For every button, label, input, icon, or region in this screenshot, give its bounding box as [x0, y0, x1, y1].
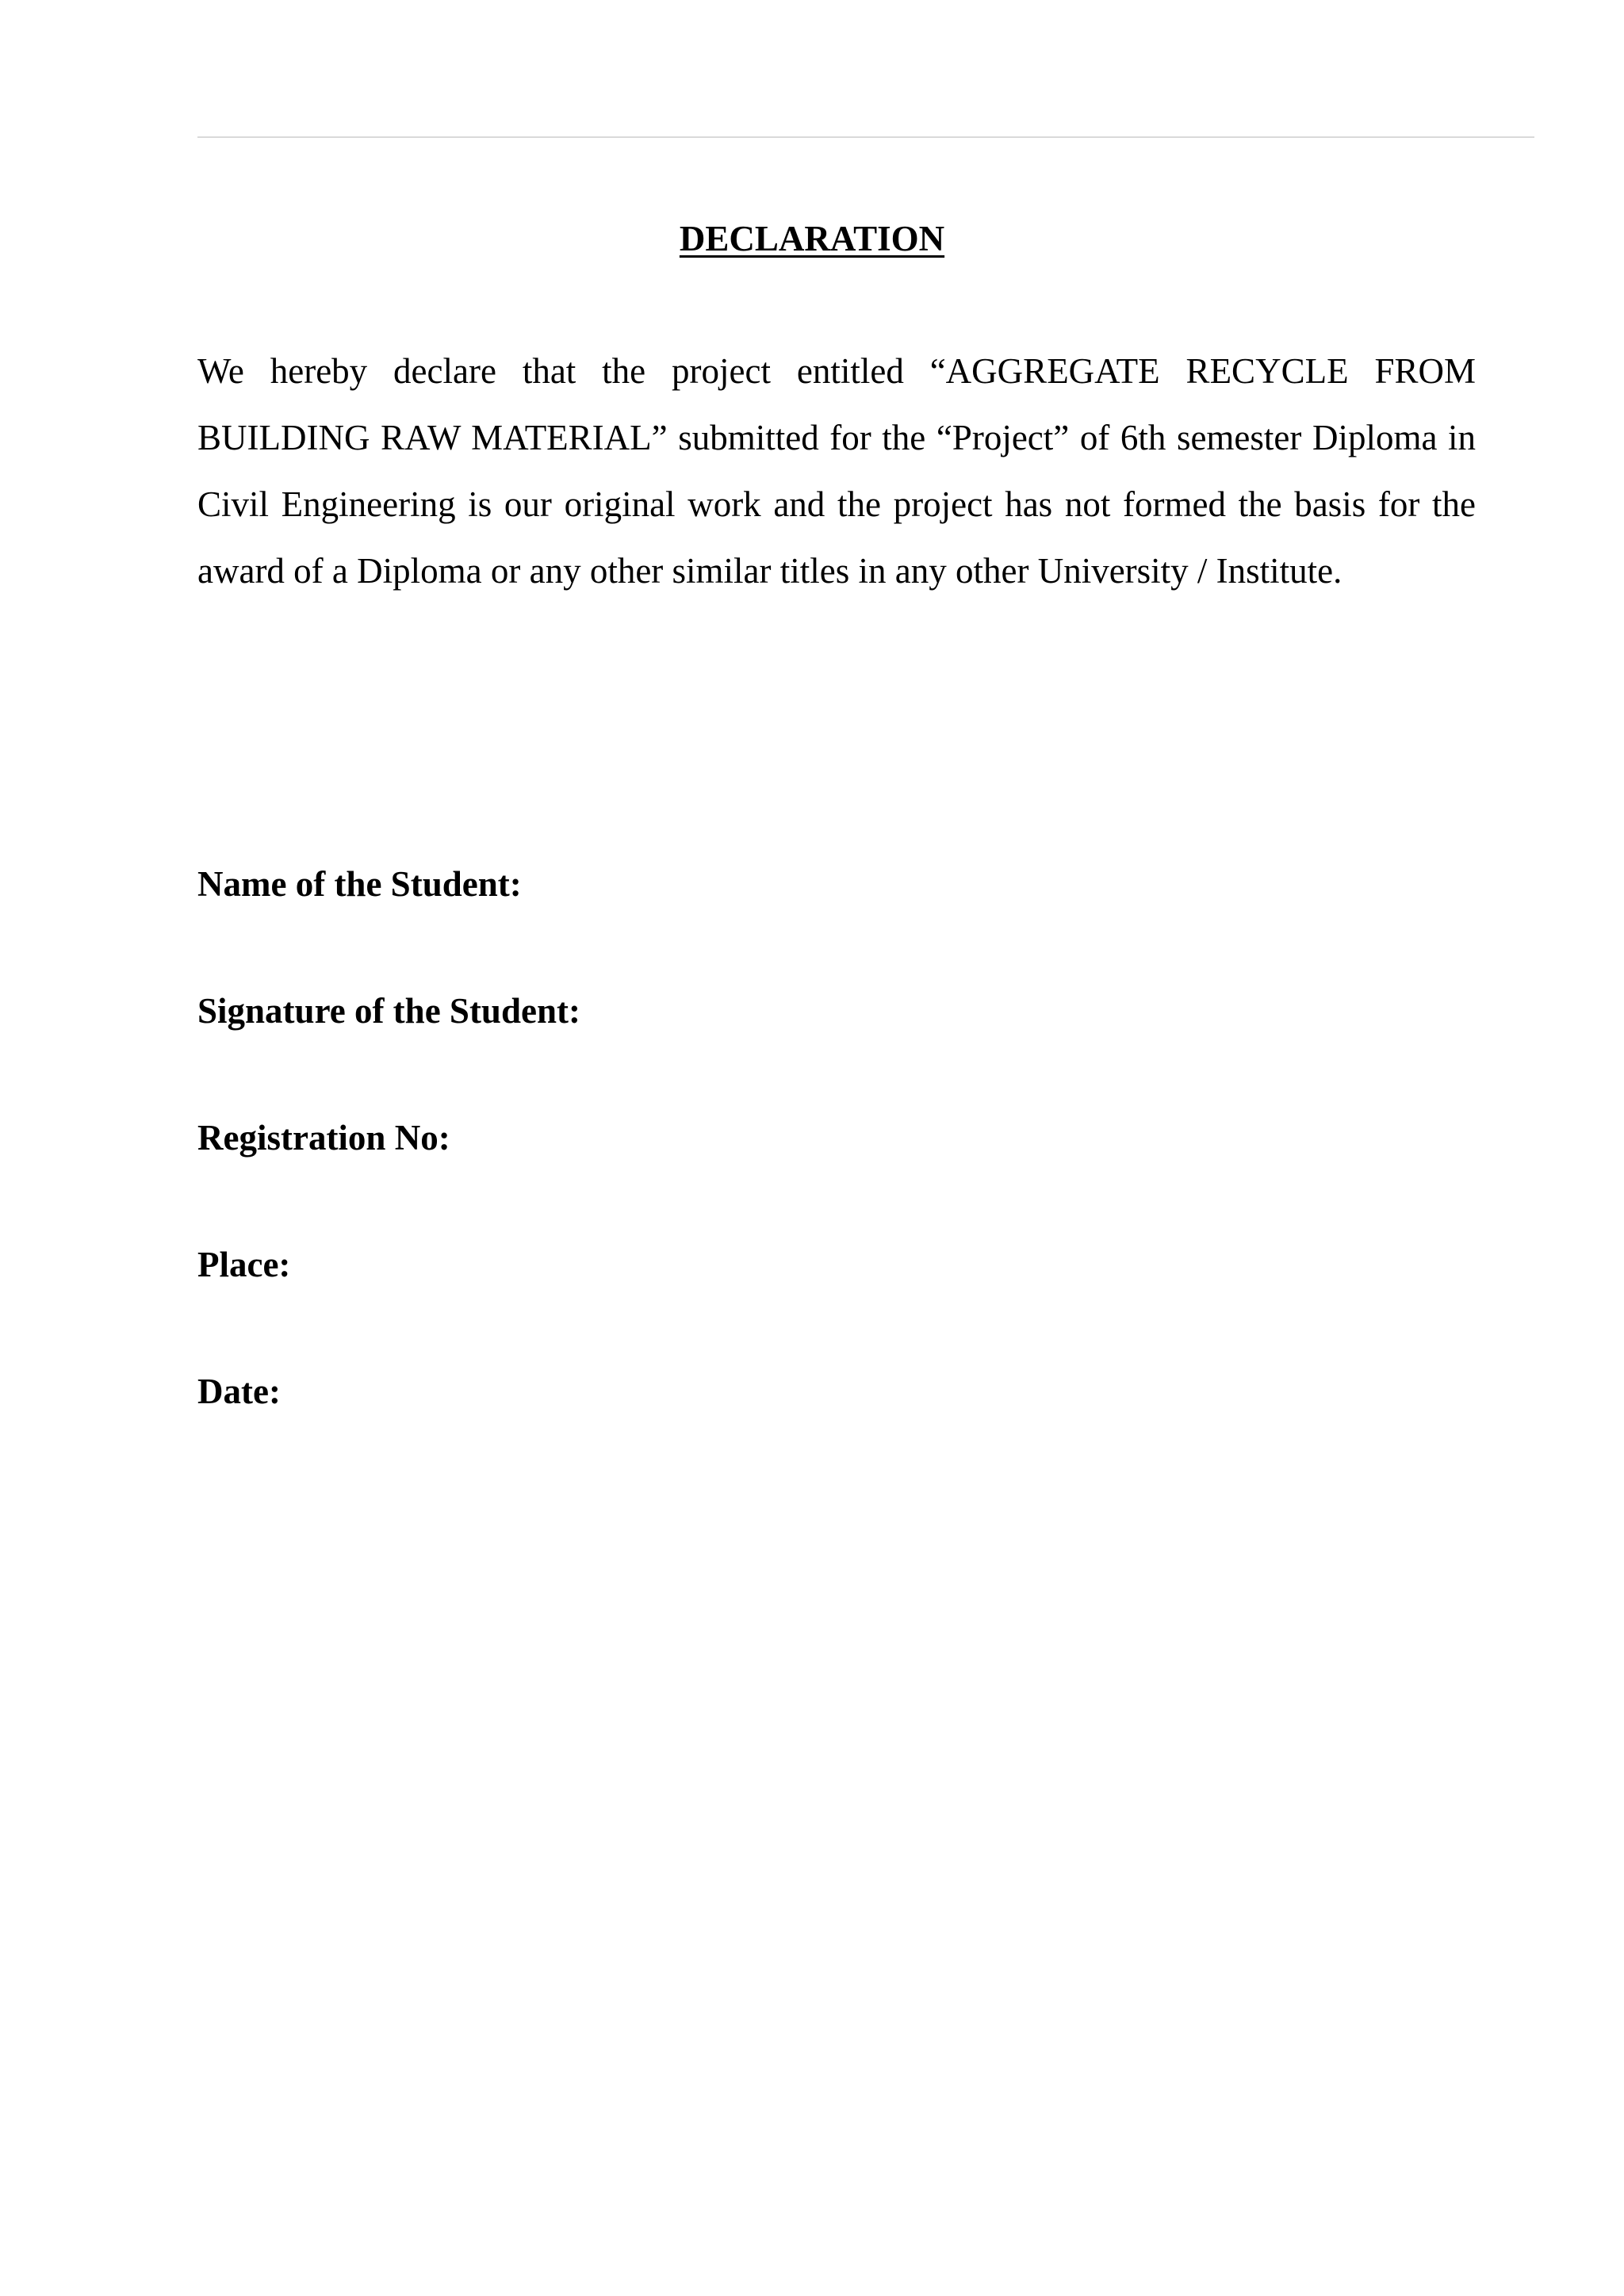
place-label: Place:: [197, 1245, 291, 1284]
student-signature-label: Signature of the Student:: [197, 991, 580, 1031]
page-title: [0, 211, 1624, 266]
declaration-paragraph: We hereby declare that the project entitled “AGGREGATE RECYCLE FROM BUILDING RAW MATERIAL” submitted for the “Project” of 6th semester Diploma in Civil Engineering is our original work and the project has not formed the basis for the award of a Diploma or any other similar titles in any other University / Institute.: [197, 351, 1476, 591]
header-rule: [197, 136, 1534, 138]
student-name-label: Name of the Student:: [197, 864, 522, 904]
date-label: Date:: [197, 1372, 281, 1411]
registration-number-label: Registration No:: [197, 1118, 450, 1158]
title-text: DECLARATION: [679, 219, 945, 258]
